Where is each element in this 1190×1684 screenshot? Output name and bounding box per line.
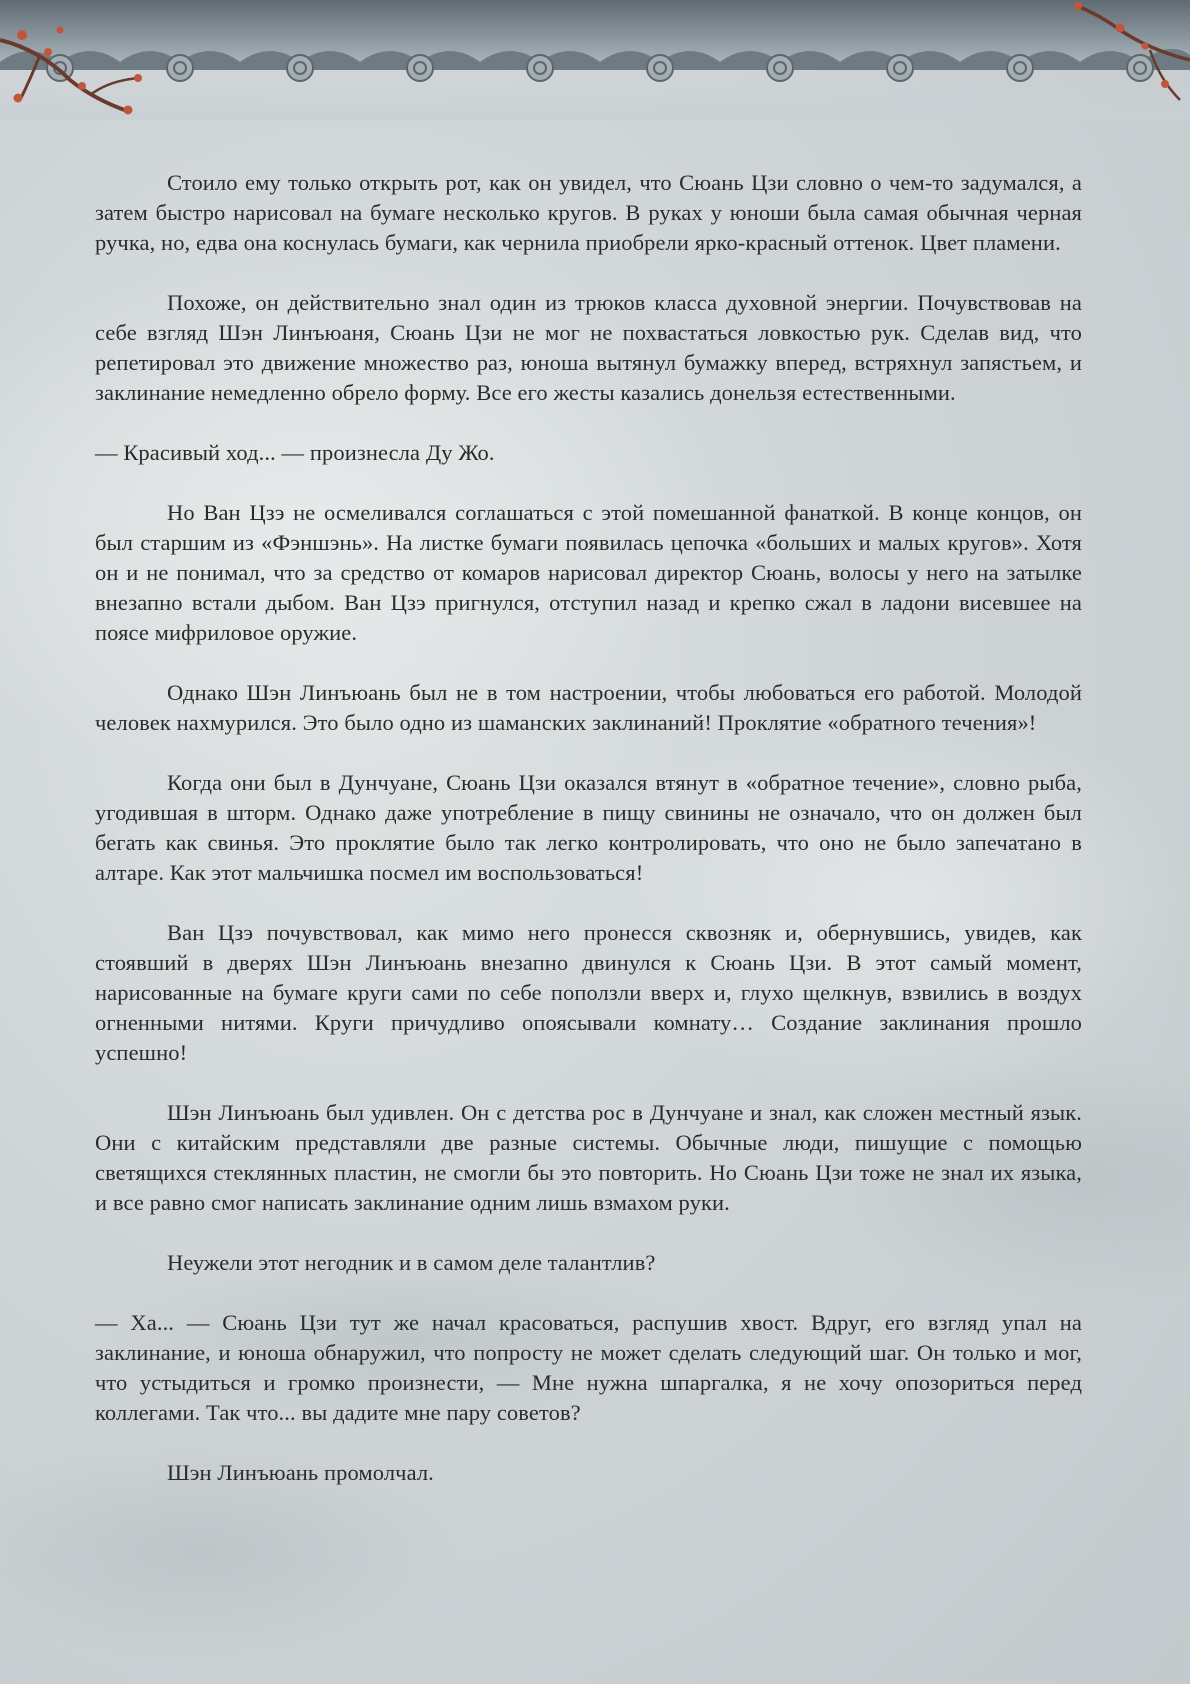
paragraph: Ван Цзэ почувствовал, как мимо него пронесся сквозняк и, обернувшись, увидев, как стоявший в дверях Шэн Линъюань внезапно двинулся к Сюань Цзи. В этот самый момент, нарисованные на бумаге круги сами по себе поползли вверх и, глухо щелкнув, взвились в воздух огненными нитями. Круги причудливо опоясывали комнату… Создание заклинания прошло успешно! — [95, 920, 1082, 1065]
paragraph: Когда они был в Дунчуане, Сюань Цзи оказался втянут в «обратное течение», словно рыба, угодившая в шторм. Однако даже употребление в пищу свинины не означало, что он должен был бегать как свинья. Это проклятие было так легко контролировать, что оно не было запечатано в алтаре. Как этот мальчишка посмел им воспользоваться! — [95, 770, 1082, 885]
article-body — [95, 168, 1082, 1488]
paragraph: Шэн Линъюань был удивлен. Он с детства рос в Дунчуане и знал, как сложен местный язык. Они с китайским представляли две разные системы. Обычные люди, пишущие с помощью светящихся стеклянных пластин, не смогли бы это повторить. Но Сюань Цзи тоже не знал их языка, и все равно смог написать заклинание одним лишь взмахом руки. — [95, 1100, 1082, 1215]
paragraph: Неужели этот негодник и в самом деле талантлив? — [167, 1250, 656, 1275]
paragraph: Стоило ему только открыть рот, как он увидел, что Сюань Цзи словно о чем-то задумался, а затем быстро нарисовал на бумаге несколько кругов. В руках у юноши была самая обычная черная ручка, но, едва она коснулась бумаги, как чернила приобрели ярко-красный оттенок. Цвет пламени. — [95, 170, 1082, 255]
dialog-paragraph: — Красивый ход... — произнесла Ду Жо. — [95, 440, 495, 465]
dialog-paragraph: — Ха... — Сюань Цзи тут же начал красоваться, распушив хвост. Вдруг, его взгляд упал на заклинание, и юноша обнаружил, что попросту не может сделать следующий шаг. Он только и мог, что устыдиться и громко произнести, — Мне нужна шпаргалка, я не хочу опозориться перед коллегами. Так что... вы дадите мне пару советов? — [95, 1310, 1082, 1425]
paragraph: Однако Шэн Линъюань был не в том настроении, чтобы любоваться его работой. Молодой человек нахмурился. Это было одно из шаманских заклинаний! Проклятие «обратного течения»! — [95, 680, 1082, 735]
paragraph: Похоже, он действительно знал один из трюков класса духовной энергии. Почувствовав на себе взгляд Шэн Линъюаня, Сюань Цзи не мог не похвастаться ловкостью рук. Сделав вид, что репетировал это движение множество раз, юноша вытянул бумажку вперед, встряхнул запястьем, и заклинание немедленно обрело форму. Все его жесты казались донельзя естественными. — [95, 290, 1082, 405]
paragraph: Шэн Линъюань промолчал. — [167, 1460, 434, 1485]
roof-tiles-illustration — [0, 0, 1190, 120]
paragraph: Но Ван Цзэ не осмеливался соглашаться с этой помешанной фанаткой. В конце концов, он был старшим из «Фэншэнь». На листке бумаги появилась цепочка «больших и малых кругов». Хотя он и не понимал, что за средство от комаров нарисовал директор Сюань, волосы у него на затылке внезапно встали дыбом. Ван Цзэ пригнулся, отступил назад и крепко сжал в ладони висевшее на поясе мифриловое оружие. — [95, 500, 1082, 645]
